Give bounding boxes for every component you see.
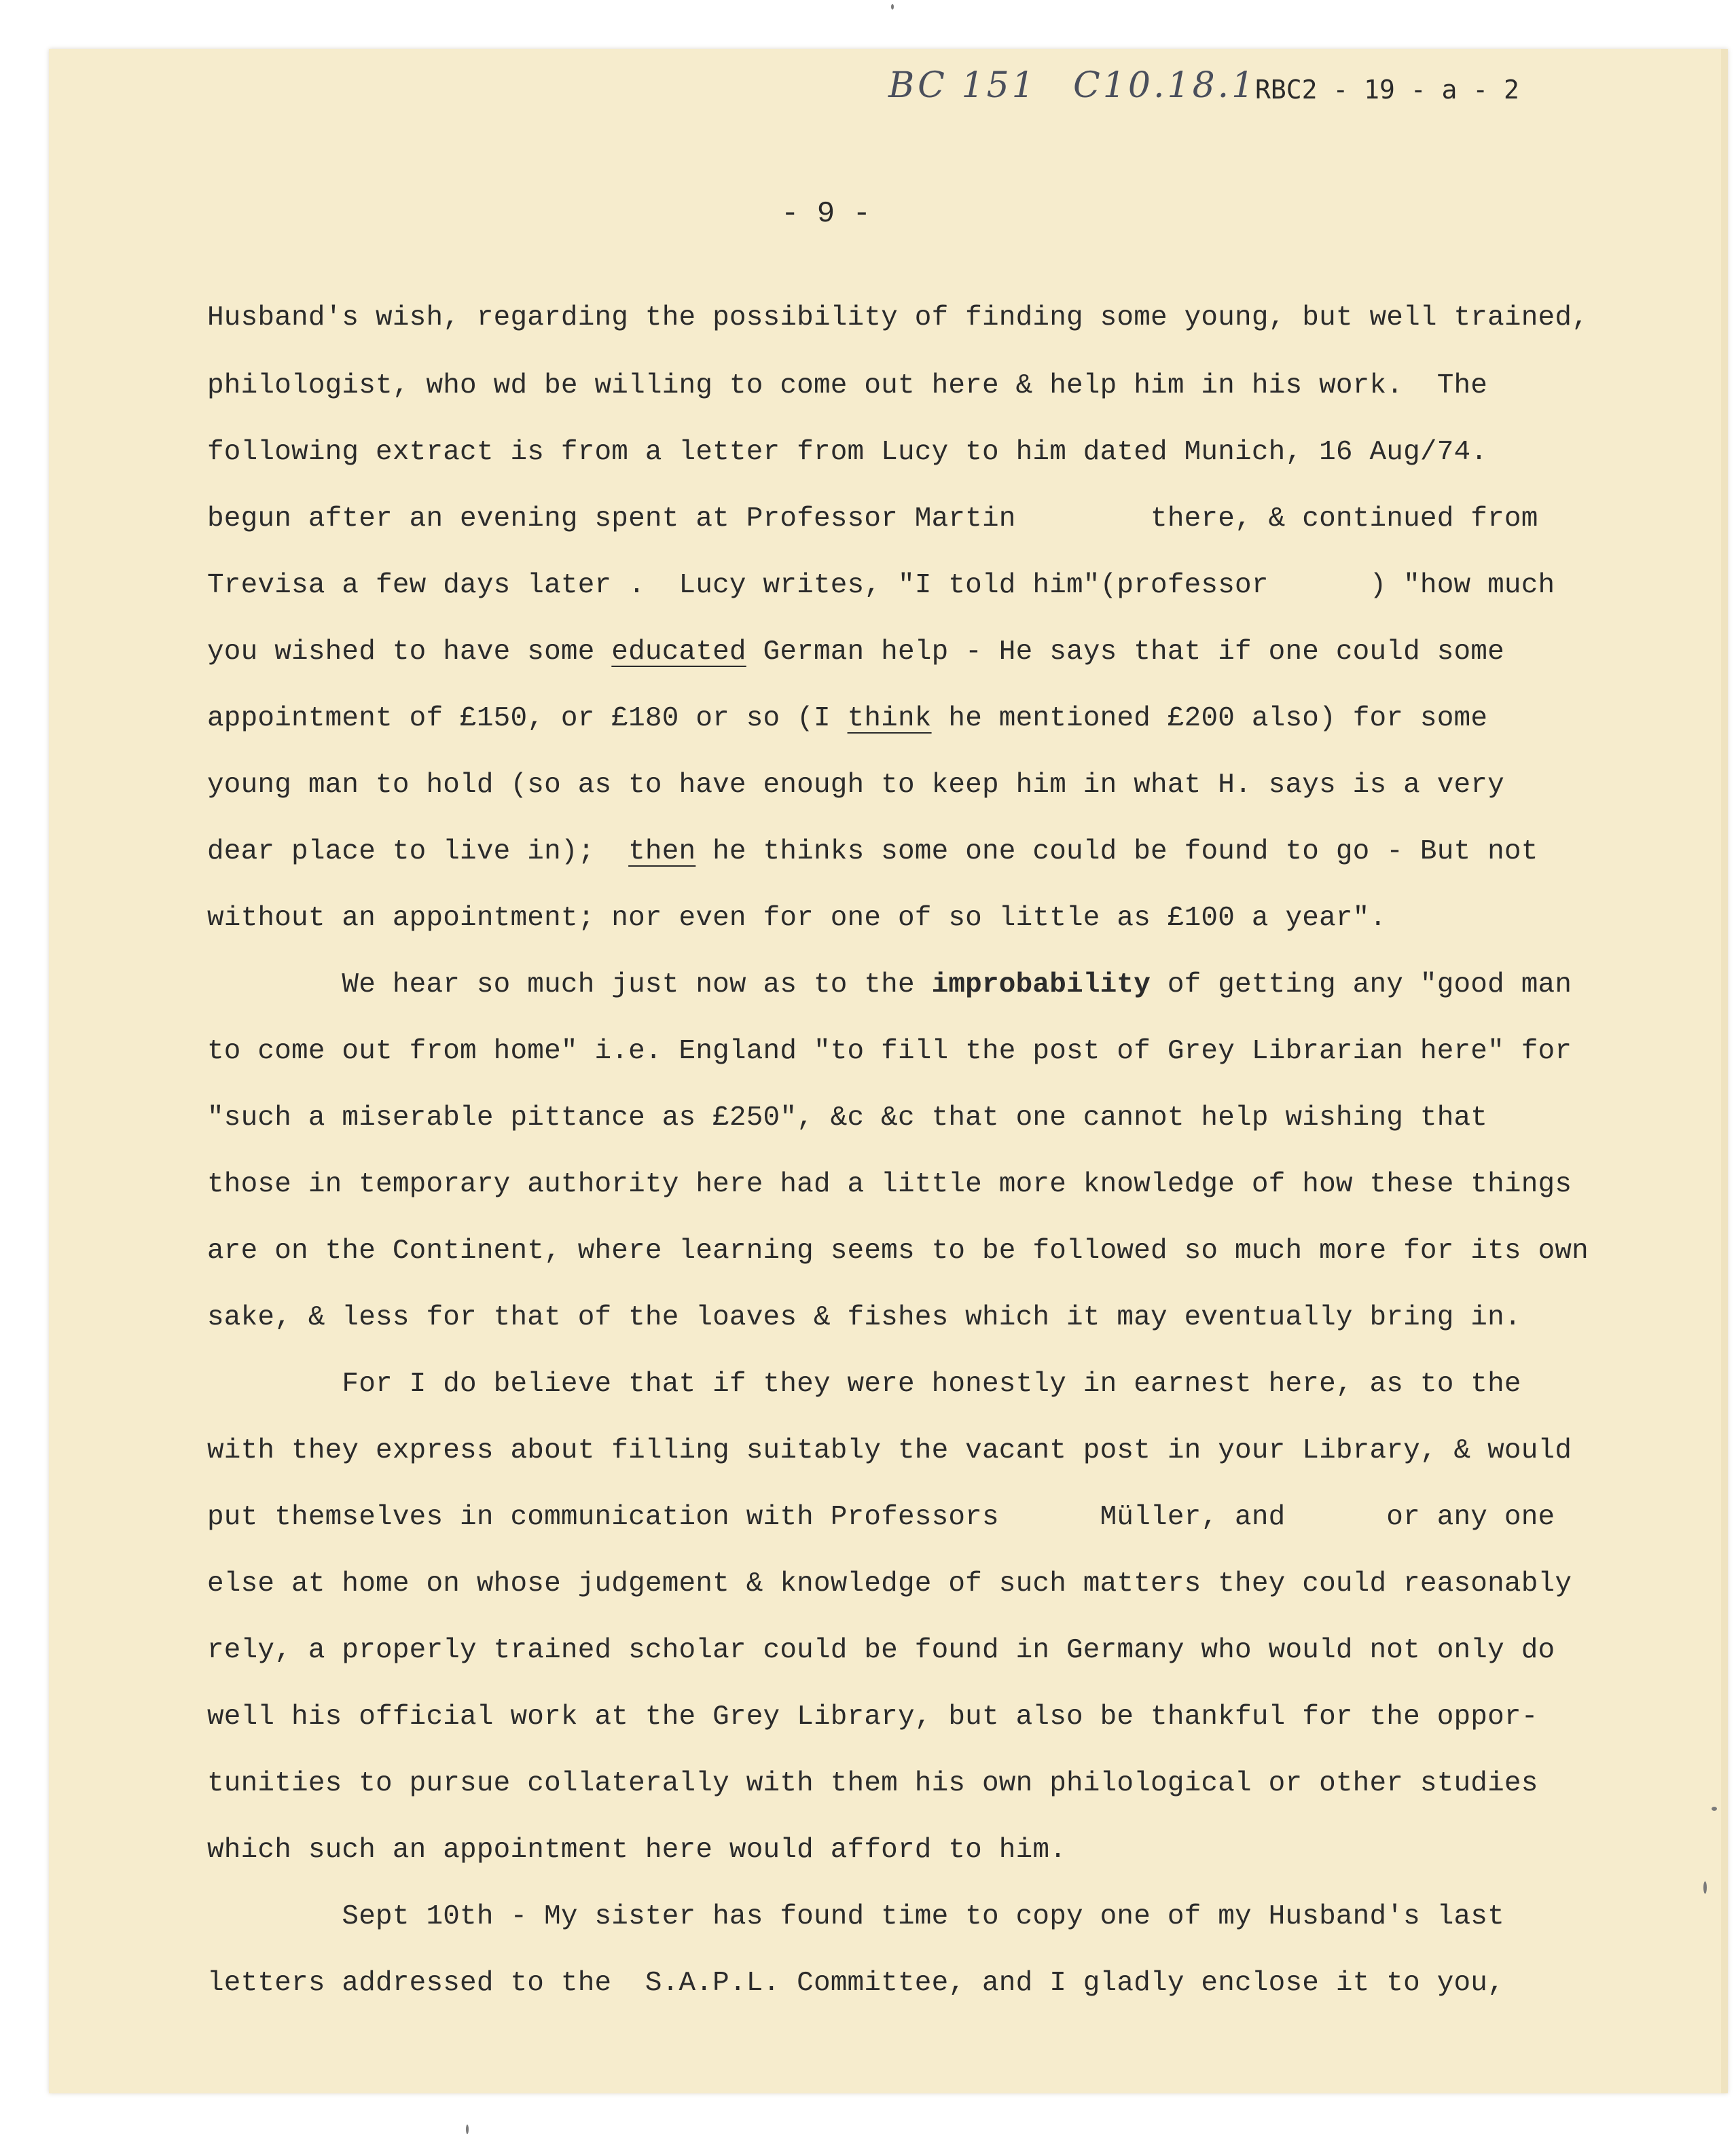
text-run: German help - He says that if one could some	[746, 636, 1504, 668]
text-run: Husband's wish, regarding the possibility of finding some young, but well trained,	[207, 302, 1589, 333]
text-run: following extract is from a letter from Lucy to him dated Munich, 16 Aug/74.	[207, 437, 1488, 468]
text-run: else at home on whose judgement & knowledge of such matters they could reasonably	[207, 1568, 1572, 1600]
text-run: rely, a properly trained scholar could be found in Germany who would not only do	[207, 1635, 1555, 1666]
text-line	[207, 570, 1555, 601]
text-line	[207, 1502, 1555, 1533]
underlined-word: think	[847, 703, 932, 734]
text-run: We hear so much just now as to the	[207, 969, 932, 1000]
text-run: are on the Continent, where learning seems to be followed so much more for its own	[207, 1235, 1589, 1267]
paper-speck	[1703, 1881, 1707, 1894]
page-edge	[1721, 49, 1728, 2093]
text-line	[207, 636, 1504, 668]
paper-speck	[1712, 1807, 1717, 1811]
text-run: appointment of £150, or £180 or so (I	[207, 703, 848, 734]
text-run: with they express about filling suitably the vacant post in your Library, & would	[207, 1435, 1572, 1466]
text-line	[207, 1102, 1487, 1134]
text-line	[207, 1302, 1521, 1333]
text-line	[207, 770, 1504, 801]
text-run: well his official work at the Grey Library, but also be thankful for the oppor-	[207, 1701, 1538, 1733]
paper-speck	[891, 4, 894, 10]
text-run: which such an appointment here would afford to him.	[207, 1835, 1067, 1866]
overtyped-word: improbability	[931, 969, 1151, 1000]
text-line	[207, 1036, 1572, 1067]
text-line	[207, 836, 1538, 867]
text-line	[207, 1768, 1538, 1799]
text-line	[207, 1369, 1521, 1400]
page-number: - 9 -	[781, 197, 871, 231]
text-line	[207, 903, 1386, 934]
paper-speck	[466, 2125, 469, 2134]
underlined-word: then	[628, 836, 696, 867]
text-run: you wished to have some	[207, 636, 612, 668]
text-run: to come out from home" i.e. England "to fill the post of Grey Librarian here" for	[207, 1036, 1572, 1067]
text-line	[207, 969, 1572, 1000]
text-line	[207, 437, 1487, 468]
text-run: put themselves in communication with Professors Müller, and or any one	[207, 1502, 1555, 1533]
text-line	[207, 1835, 1066, 1866]
text-run: those in temporary authority here had a little more knowledge of how these things	[207, 1169, 1572, 1200]
text-run: Trevisa a few days later . Lucy writes, "I told him"(professor ) "how much	[207, 570, 1555, 601]
text-line	[207, 370, 1487, 401]
text-run: philologist, who wd be willing to come out here & help him in his work. The	[207, 370, 1488, 401]
text-run: For I do believe that if they were honestly in earnest here, as to the	[207, 1369, 1521, 1400]
text-run: of getting any "good man	[1151, 969, 1572, 1000]
text-line	[207, 1169, 1572, 1200]
text-run: sake, & less for that of the loaves & fishes which it may eventually bring in.	[207, 1302, 1521, 1333]
text-line	[207, 1435, 1572, 1466]
text-run: "such a miserable pittance as £250", &c &c that one cannot help wishing that	[207, 1102, 1488, 1134]
text-run: begun after an evening spent at Professor Martin there, & continued from	[207, 503, 1538, 535]
text-run: letters addressed to the S.A.P.L. Committee, and I gladly enclose it to you,	[207, 1968, 1504, 1999]
text-run: dear place to live in);	[207, 836, 629, 867]
text-line	[207, 1568, 1572, 1600]
text-run: Sept 10th - My sister has found time to copy one of my Husband's last	[207, 1901, 1504, 1932]
text-line	[207, 302, 1589, 333]
text-run: he thinks some one could be found to go - But not	[695, 836, 1538, 867]
text-line	[207, 1901, 1504, 1932]
underlined-word: educated	[611, 636, 746, 668]
text-run: he mentioned £200 also) for some	[931, 703, 1488, 734]
text-line	[207, 1235, 1589, 1267]
text-run: young man to hold (so as to have enough to keep him in what H. says is a very	[207, 770, 1504, 801]
text-line	[207, 1701, 1538, 1733]
handwritten-annotation-1: BC 151	[888, 65, 1037, 106]
text-run: tunities to pursue collaterally with them his own philological or other studies	[207, 1768, 1538, 1799]
text-line	[207, 1968, 1504, 1999]
text-line	[207, 1635, 1555, 1666]
reference-code: RBC2 - 19 - a - 2	[1255, 75, 1519, 105]
text-line	[207, 503, 1538, 535]
handwritten-annotation-2: C10.18.1	[1073, 65, 1257, 106]
text-line	[207, 703, 1487, 734]
text-run: without an appointment; nor even for one of so little as £100 a year".	[207, 903, 1387, 934]
